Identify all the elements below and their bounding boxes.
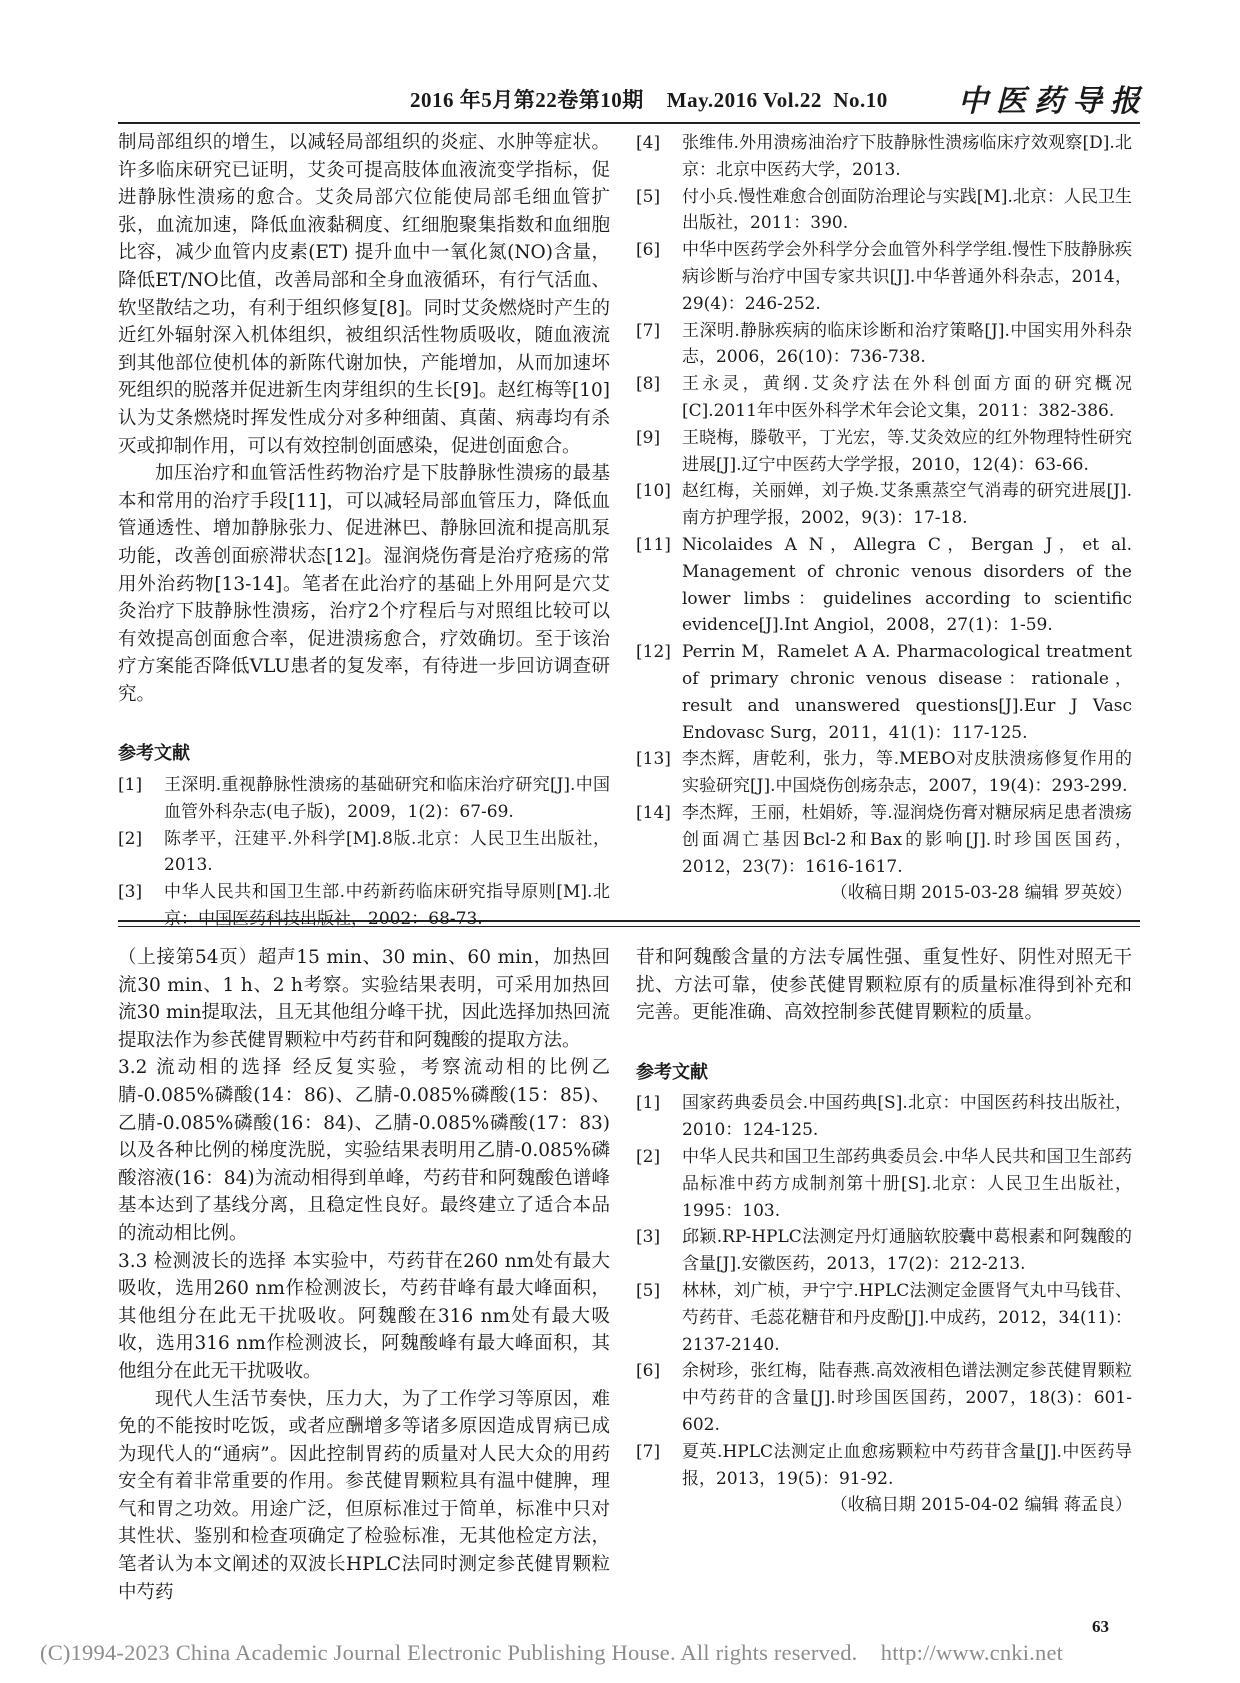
body-paragraph: 现代人生活节奏快，压力大，为了工作学习等原因，难免的不能按时吃饭，或者应酬增多等诸多原因造成胃病已成为现代人的“通病”。因此控制胃药的质量对人民大众的用药安全有着非常重要的作用。参芪健胃颗粒具有温中健脾，理气和胃之功效。用途广泛，但原标准过于简单，标准中只对其性状、鉴别和检查项确定了检验标准，无其他检定方法，笔者认为本文阐述的双波长HPLC法同时测定参芪健胃颗粒中芍药 (118, 1388, 610, 1603)
reference-text: Nicolaides A N，Allegra C，Bergan J，et al. Management of chronic venous disorders of the lower limbs：guidelines according to scientific evidence[J].Int Angiol，2008，27(1)：1-59. (682, 534, 1132, 636)
reference-text: 国家药典委员会.中国药典[S].北京：中国医药科技出版社，2010：124-125. (682, 1093, 1132, 1141)
reference-item (118, 772, 610, 826)
reference-item (636, 478, 1132, 532)
reference-item (118, 826, 610, 880)
reference-text: 中华人民共和国卫生部.中药新药临床研究指导原则[M].北 (164, 882, 610, 903)
reference-number: [5] (636, 1280, 661, 1301)
reference-item (636, 532, 1132, 639)
reference-number: [3] (636, 1227, 661, 1248)
reference-item (636, 1358, 1132, 1438)
copyright-footer: (C)1994-2023 China Academic Journal Electronic Publishing House. All rights reserved. http://www.cnki.net (40, 1640, 1064, 1665)
reference-item (636, 318, 1132, 372)
reference-item (636, 1090, 1132, 1144)
reference-item (636, 1439, 1132, 1493)
reference-text: 王晓梅，滕敬平，丁光宏，等.艾灸效应的红外物理特性研究进展[J].辽宁中医药大学学报，2010，12(4)：63-66. (682, 427, 1132, 475)
header-rule (118, 122, 1140, 124)
reference-number: [4] (636, 133, 661, 153)
reference-text: 赵红梅，关丽婵，刘子焕.艾条熏蒸空气消毒的研究进展[J].南方护理学报，2002，9(3)：17-18. (682, 481, 1132, 529)
reference-text: 中华人民共和国卫生部药典委员会.中华人民共和国卫生部药品标准中药方成制剂第十册[S].北京：人民卫生出版社，1995：103. (682, 1146, 1132, 1221)
top-left-column (118, 129, 610, 933)
reference-item (636, 130, 1132, 184)
reference-item (636, 184, 1132, 238)
received-date: （收稿日期 2015-03-28 编辑 罗英姣） (830, 883, 1132, 904)
reference-number: [13] (636, 749, 671, 770)
reference-number: [8] (636, 374, 661, 395)
body-paragraph: 加压治疗和血管活性药物治疗是下肢静脉性溃疡的最基本和常用的治疗手段[11]，可以减轻局部血管压力，降低血管通透性、增加静脉张力、促进淋巴、静脉回流和提高肌泵功能，改善创面瘀滞状态[12]。湿润烧伤膏是治疗疮疡的常用外治药物[13-14]。笔者在此治疗的基础上外用阿是穴艾灸治疗下肢静脉性溃疡，治疗2个疗程后与对照组比较可以有效提高创面愈合率，促进溃疡愈合，疗效确切。至于该治疗方案能否降低VLU患者的复发率，有待进一步回访调查研究。 (118, 463, 610, 705)
reference-number: [6] (636, 1361, 661, 1382)
reference-text: 陈孝平，汪建平.外科学[M].8版.北京：人民卫生出版社，2013. (164, 828, 610, 876)
reference-number: [7] (636, 320, 661, 341)
reference-text: Perrin M，Ramelet A A. Pharmacological treatment of primary chronic venous disease：rationale，result and unanswered questions[J].Eur J Vasc Endovasc Surg，2011，41(1)：117-125. (682, 642, 1132, 743)
reference-number: [5] (636, 186, 661, 207)
reference-item (636, 800, 1132, 880)
reference-item (636, 1144, 1132, 1224)
reference-item (636, 425, 1132, 479)
reference-item (636, 1278, 1132, 1358)
reference-item (636, 1224, 1132, 1278)
reference-number: [14] (636, 802, 671, 823)
reference-text: 李杰辉，唐乾利，张力，等.MEBO对皮肤溃疡修复作用的实验研究[J].中国烧伤创疡杂志，2007，19(4)：293-299. (682, 749, 1132, 797)
reference-text: 夏英.HPLC法测定止血愈疡颗粒中芍药苷含量[J].中医药导报，2013，19(5)：91-92. (682, 1441, 1132, 1489)
reference-item (636, 639, 1132, 746)
reference-number: [9] (636, 427, 661, 448)
reference-text: 林林，刘广桢，尹宁宁.HPLC法测定金匮肾气丸中马钱苷、芍药苷、毛蕊花糖苷和丹皮酚[J].中成药，2012，34(11)：2137-2140. (682, 1280, 1132, 1355)
reference-number: [7] (636, 1441, 661, 1462)
reference-text: 李杰辉，王丽，杜娟娇，等.湿润烧伤膏对糖尿病足患者溃疡创面凋亡基因Bcl-2和Bax的影响[J].时珍国医国药，2012，23(7)：1616-1617. (682, 802, 1132, 877)
reference-text: 王永灵，黄纲.艾灸疗法在外科创面方面的研究概况[C].2011年中医外科学术年会论文集，2011：382-386. (682, 374, 1132, 421)
bottom-left-column (118, 944, 610, 1606)
page-number: 63 (1092, 1617, 1109, 1636)
reference-text: 王深明.重视静脉性溃疡的基础研究和临床治疗研究[J].中国血管外科杂志(电子版)，2009，1(2)：67-69. (164, 775, 610, 822)
reference-item (636, 746, 1132, 800)
body-paragraph: 苷和阿魏酸含量的方法专属性强、重复性好、阴性对照无干扰、方法可靠，使参芪健胃颗粒原有的质量标准得到补充和完善。更能准确、高效控制参芪健胃颗粒的质量。 (636, 947, 1132, 1024)
received-date: （收稿日期 2015-04-02 编辑 蒋孟良） (830, 1495, 1132, 1516)
top-right-column (636, 130, 1132, 907)
issue-header: 2016 年5月第22卷第10期 May.2016 Vol.22 No.10 (410, 88, 888, 112)
reference-number: [11] (636, 534, 671, 555)
reference-number: [2] (636, 1146, 661, 1167)
reference-number: [1] (118, 775, 143, 796)
reference-text: 中华中医药学会外科学分会血管外科学学组.慢性下肢静脉疾病诊断与治疗中国专家共识[J].中华普通外科杂志，2014，29(4)：246-252. (682, 240, 1132, 314)
reference-item (636, 237, 1132, 317)
reference-number: [1] (636, 1093, 661, 1114)
reference-number: [2] (118, 828, 143, 849)
reference-number: [12] (636, 642, 671, 663)
bottom-right-column (636, 944, 1132, 1519)
reference-text: 张维伟.外用溃疡油治疗下肢静脉性溃疡临床疗效观察[D].北京：北京中医药大学，2013. (682, 133, 1132, 180)
body-paragraph: （上接第54页）超声15 min、30 min、60 min，加热回流30 min、1 h、2 h考察。实验结果表明，可采用加热回流30 min提取法，且无其他组分峰干扰，因此选择加热回流提取法作为参芪健胃颗粒中芍药苷和阿魏酸的提取方法。 (118, 947, 610, 1051)
reference-number: [3] (118, 882, 143, 903)
section-paragraph: 3.2 流动相的选择 经反复实验，考察流动相的比例乙腈-0.085%磷酸(14：86)、乙腈-0.085%磷酸(15：85)、乙腈-0.085%磷酸(16：84)、乙腈-0.085%磷酸(17：83)以及各种比例的梯度洗脱，实验结果表明用乙腈-0.085%磷酸溶液(16：84)为流动相得到单峰，芍药苷和阿魏酸色谱峰基本达到了基线分离，且稳定性良好。最终建立了适合本品的流动相比例。 (118, 1057, 610, 1244)
reference-text: 付小兵.慢性难愈合创面防治理论与实践[M].北京：人民卫生出版社，2011：390. (682, 186, 1132, 234)
references-heading: 参考文献 (118, 743, 190, 765)
section-divider (118, 920, 1140, 922)
reference-number: [10] (636, 481, 671, 502)
journal-logo: 中医药导报 (958, 84, 1148, 119)
body-paragraph: 制局部组织的增生，以减轻局部组织的炎症、水肿等症状。许多临床研究已证明，艾灸可提高肢体血液流变学指标，促进静脉性溃疡的愈合。艾灸局部穴位能使局部毛细血管扩张，血流加速，降低血液黏稠度、红细胞聚集指数和血细胞比容，减少血管内皮素(ET) 提升血中一氧化氮(NO)含量，降低ET/NO比值，改善局部和全身血液循环，有行气活血、软坚散结之功，有利于组织修复[8]。同时艾灸燃烧时产生的近红外辐射深入机体组织，被组织活性物质吸收，随血液流到其他部位使机体的新陈代谢加快，产能增加，从而加速坏死组织的脱落并促进新生肉芽组织的生长[9]。赵红梅等[10]认为艾条燃烧时挥发性成分对多种细菌、真菌、病毒均有杀灭或抑制作用，可以有效控制创面感染，促进创面愈合。 (118, 132, 610, 457)
section-paragraph: 3.3 检测波长的选择 本实验中，芍药苷在260 nm处有最大吸收，选用260 nm作检测波长，芍药苷峰有最大峰面积，其他组分在此无干扰吸收。阿魏酸在316 nm处有最大吸收，选用316 nm作检测波长，阿魏酸峰有最大峰面积，其他组分在此无干扰吸收。 (118, 1250, 610, 1382)
references-heading: 参考文献 (636, 1061, 708, 1083)
reference-text: 余树珍，张红梅，陆春燕.高效液相色谱法测定参芪健胃颗粒中芍药苷的含量[J].时珍国医国药，2007，18(3)：601-602. (682, 1361, 1132, 1435)
section-divider-thin (118, 926, 1140, 927)
reference-number: [6] (636, 240, 661, 261)
reference-item (636, 371, 1132, 425)
reference-text: 邱颖.RP-HPLC法测定丹灯通脑软胶囊中葛根素和阿魏酸的含量[J].安徽医药，2013，17(2)：212-213. (682, 1227, 1132, 1275)
reference-text: 王深明.静脉疾病的临床诊断和治疗策略[J].中国实用外科杂志，2006，26(10)：736-738. (682, 320, 1132, 368)
reference-item (118, 879, 610, 933)
